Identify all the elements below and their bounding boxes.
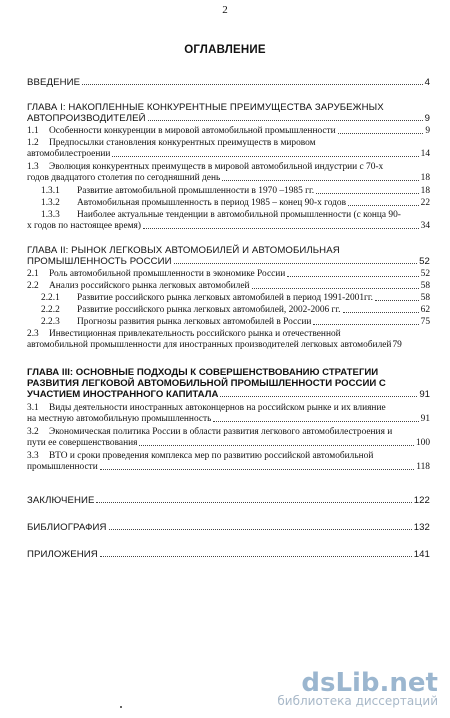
toc-entry-chapter-2[interactable]: [27, 245, 430, 267]
toc-entry-introduction[interactable]: [27, 77, 430, 88]
toc-entry-title: ГЛАВА I: НАКОПЛЕННЫЕ КОНКУРЕНТНЫЕ ПРЕИМУЩЕСТВА ЗАРУБЕЖНЫХ: [27, 102, 384, 113]
toc-entry-1-3[interactable]: [27, 162, 430, 184]
toc-entry-page: 132: [413, 522, 430, 533]
toc-entry-title: Роль автомобильной промышленности в экономике России: [49, 269, 286, 279]
toc-entry-title-cont: УЧАСТИЕМ ИНОСТРАННОГО КАПИТАЛА: [27, 389, 219, 400]
toc-entry-number: 2.1: [27, 269, 39, 279]
toc-entry-page: 75: [420, 317, 430, 327]
watermark-logo: dsLib.net: [301, 668, 438, 698]
toc-entry-title-cont: на местную автомобильную промышленность: [27, 414, 212, 424]
toc-entry-page: 18: [420, 186, 430, 196]
toc-entry-page: 122: [413, 495, 430, 506]
toc-entry-1-3-2[interactable]: [27, 198, 430, 209]
toc-entry-page: 141: [413, 549, 430, 560]
toc-entry-title: Виды деятельности иностранных автоконцернов на российском рынке и их влияние: [49, 403, 386, 413]
toc-entry-2-2[interactable]: [27, 281, 430, 292]
toc-entry-title: Предпосылки становления конкурентных преимуществ в мировом: [49, 138, 316, 148]
toc-entry-title: Развитие российского рынка легковых автомобилей, 2002-2006 гг.: [77, 305, 341, 315]
toc-entry-number: 1.2: [27, 138, 39, 148]
toc-entry-page: 22: [420, 198, 430, 208]
toc-entry-title: БИБЛИОГРАФИЯ: [27, 522, 107, 533]
toc-entry-title: Экономическая политика России в области развития легкового автомобилестроения и: [49, 427, 393, 437]
toc-entry-number: 1.1: [27, 126, 39, 136]
toc-entry-number: 3.2: [27, 427, 39, 437]
toc-entry-title-cont: РАЗВИТИЯ ЛЕГКОВОЙ АВТОМОБИЛЬНОЙ ПРОМЫШЛЕННОСТИ РОССИИ С: [27, 378, 386, 389]
toc-entry-2-1[interactable]: [27, 269, 430, 280]
toc-entry-page: 58: [420, 281, 430, 291]
toc-entry-page: 58: [420, 293, 430, 303]
toc-entry-number: 2.3: [27, 329, 39, 339]
toc-entry-title-cont: годов двадцатого столетия по сегодняшний день: [27, 173, 221, 183]
toc-entry-number: 2.2: [27, 281, 39, 291]
toc-entry-title: ПРИЛОЖЕНИЯ: [27, 549, 98, 560]
toc-entry-title: Инвестиционная привлекательность российского рынка и отечественной: [49, 329, 341, 339]
toc-entry-page: 14: [420, 149, 430, 159]
toc-entry-title: Прогнозы развития рынка легковых автомобилей в России: [77, 317, 312, 327]
toc-entry-page: 9: [425, 126, 430, 136]
toc-entry-number: 2.2.2: [41, 305, 60, 315]
toc-entry-title: ЗАКЛЮЧЕНИЕ: [27, 495, 95, 506]
toc-entry-title-cont: х годов по настоящее время): [27, 221, 141, 231]
toc-entry-bibliography[interactable]: [27, 522, 430, 533]
toc-entry-3-3[interactable]: [27, 451, 430, 473]
toc-entry-page: 91: [420, 414, 430, 424]
toc-entry-1-3-3[interactable]: [27, 210, 430, 232]
toc-entry-number: 2.2.3: [41, 317, 60, 327]
toc-entry-2-3[interactable]: [27, 329, 430, 351]
toc-entry-number: 2.2.1: [41, 293, 60, 303]
toc-entry-3-1[interactable]: [27, 403, 430, 425]
toc-entry-1-3-1[interactable]: [27, 186, 430, 197]
toc-entry-title-cont: АВТОПРОИЗВОДИТЕЛЕЙ: [27, 113, 146, 124]
toc-entry-title: ГЛАВА II: РЫНОК ЛЕГКОВЫХ АВТОМОБИЛЕЙ И АВТОМОБИЛЬНАЯ: [27, 245, 340, 256]
toc-entry-appendices[interactable]: [27, 549, 430, 560]
toc-entry-number: 1.3.3: [41, 210, 60, 220]
toc-entry-title: ГЛАВА III: ОСНОВНЫЕ ПОДХОДЫ К СОВЕРШЕНСТВОВАНИЮ СТРАТЕГИИ: [27, 367, 379, 378]
toc-entry-title: Автомобильная промышленность в период 1985 – конец 90-х годов: [77, 198, 347, 208]
toc-entry-title: ВТО и сроки проведения комплекса мер по развитию российской автомобильной: [49, 451, 374, 461]
page-title: ОГЛАВЛЕНИЕ: [184, 44, 266, 56]
toc-entry-number: 1.3.1: [41, 186, 60, 196]
toc-entry-title: ВВЕДЕНИЕ: [27, 77, 81, 88]
toc-entry-page: 52: [419, 256, 430, 267]
toc-entry-2-2-2[interactable]: [27, 305, 430, 316]
toc-entry-page: 100: [415, 438, 430, 448]
toc-entry-conclusion[interactable]: [27, 495, 430, 506]
scan-speck: [120, 706, 122, 708]
toc-entry-number: 3.3: [27, 451, 39, 461]
toc-entry-number: 1.3: [27, 162, 39, 172]
toc-entry-3-2[interactable]: [27, 427, 430, 449]
toc-entry-title-cont: пути ее совершенствования: [27, 438, 138, 448]
toc-entry-page: 62: [420, 305, 430, 315]
toc-entry-title: Эволюция конкурентных преимуществ в мировой автомобильной индустрии с 70-х: [49, 162, 384, 172]
toc-entry-title: Развитие российского рынка легковых автомобилей в период 1991-2001гг.: [77, 293, 374, 303]
toc-entry-number: 3.1: [27, 403, 39, 413]
page-number: 2: [222, 4, 228, 16]
watermark-subtitle: библиотека диссертаций: [277, 694, 438, 708]
toc-entry-page: 9: [424, 113, 430, 124]
toc-entry-2-2-1[interactable]: [27, 293, 430, 304]
toc-entry-page: 18: [420, 173, 430, 183]
toc-entry-chapter-3[interactable]: [27, 367, 430, 400]
toc-entry-page: 79: [392, 340, 402, 350]
toc-entry-title-cont: автомобилестроении: [27, 149, 111, 159]
toc-entry-page: 4: [424, 77, 430, 88]
toc-entry-title: Анализ российского рынка легковых автомобилей: [49, 281, 250, 291]
toc-entry-title-cont: автомобильной промышленности для иностранных производителей легковых автомобилей: [27, 340, 392, 350]
toc-entry-chapter-1[interactable]: [27, 102, 430, 124]
watermark: [277, 668, 438, 708]
toc-entry-1-2[interactable]: [27, 138, 430, 160]
toc-entry-page: 91: [419, 389, 430, 400]
toc-entry-title: Наиболее актуальные тенденции в автомобильной промышленности (с конца 90-: [77, 210, 401, 220]
toc-entry-title: Особенности конкуренции в мировой автомобильной промышленности: [49, 126, 336, 136]
toc-entry-1-1[interactable]: [27, 126, 430, 137]
toc-entry-page: 52: [420, 269, 430, 279]
toc-entry-page: 118: [416, 462, 430, 472]
toc-entry-title-cont: ПРОМЫШЛЕННОСТЬ РОССИИ: [27, 256, 172, 267]
toc-entry-page: 34: [420, 221, 430, 231]
toc-entry-number: 1.3.2: [41, 198, 60, 208]
toc-entry-title-cont: промышленности: [27, 462, 98, 472]
toc-entry-title: Развитие автомобильной промышленности в 1970 –1985 гг.: [77, 186, 315, 196]
toc-entry-2-2-3[interactable]: [27, 317, 430, 328]
